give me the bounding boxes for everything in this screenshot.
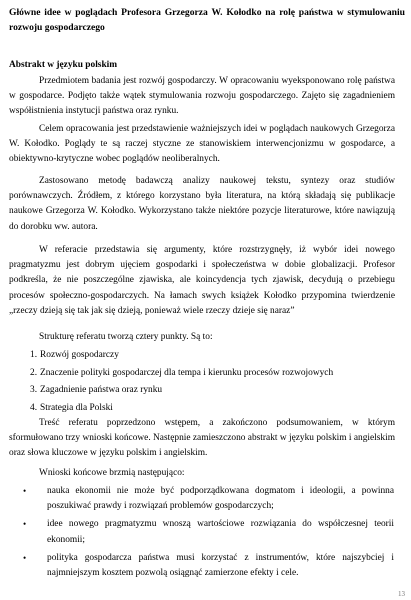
structure-list xyxy=(30,347,400,417)
bullet-icon: • xyxy=(23,552,27,563)
conclusions-intro: Wnioski końcowe brzmią następująco: xyxy=(39,468,185,478)
list-item: 2. Znaczenie polityki gospodarczej dla tempa i kierunku procesów rozwojowych xyxy=(30,367,334,378)
list-item-text: idee nowego pragmatyzmu wnoszą wartościowe rozwiązania do współczesnej teorii ekonomii; xyxy=(47,519,394,545)
bullet-icon: • xyxy=(23,519,27,530)
paragraph-1: Przedmiotem badania jest rozwój gospodarczy. W opracowaniu wyeksponowano rolę państwa w gospodarce. Podjęto także wątek stymulowania rozwoju gospodarczego. Zajęto się zagadnieniem współistnienia instytucji państwa oraz rynku. xyxy=(9,76,395,117)
paragraph-2: Celem opracowania jest przedstawienie ważniejszych idei w poglądach naukowych Grzegorza W. Kołodko. Poglądy te są raczej styczne ze stanowiskiem interwencjonizmu w gospodarce, a obiektywno-krytyczne wobec poglądów neoliberalnych. xyxy=(9,124,395,165)
paragraph-6: Treść referatu poprzedzono wstępem, a zakończono podsumowaniem, w którym sformułowano trzy wnioski końcowe. Następnie zamieszczono abstrakt w języku polskim i angielskim oraz słowa kluczowe w języku polskim i angielskim. xyxy=(9,418,395,459)
list-item xyxy=(18,551,394,581)
list-item-text: nauka ekonomii nie może być podporządkowana dogmatom i ideologii, a powinna poszukiwać prawdy i rozwiązań problemów gospodarczych; xyxy=(47,486,394,512)
section-heading: Abstrakt w języku polskim xyxy=(9,60,118,70)
list-item-text: polityka gospodarcza państwa musi korzystać z instrumentów, które najszybciej i najmniejszym kosztem pozwolą osiągnąć zamierzone efekty i cele. xyxy=(47,552,394,579)
paragraph-4: W referacie przedstawia się argumenty, które rozstrzygnęły, iż wybór idei nowego pragmatyzmu jest dobrym ujęciem gospodarki i społeczeństwa w dobie globalizacji. Profesor podkreśla, że nie poszczególne zjawiska, ale koincydencja tych zjawisk, decydują o przebiegu procesów społeczno-gospodarczych. Na łamach swych książek Kołodko przypomina twierdzenie „rzeczy dzieją się tak jak się dzieją, ponieważ wiele rzeczy dzieje się naraz” xyxy=(9,245,395,316)
page-number: 13 xyxy=(398,590,405,598)
list-item-text: Zagadnienie państwa oraz rynku xyxy=(40,385,163,395)
list-item-text: Strategia dla Polski xyxy=(40,402,113,413)
list-item xyxy=(18,484,394,514)
list-item-text: Rozwój gospodarczy xyxy=(40,350,119,360)
paragraph-5: Strukturę referatu tworzą cztery punkty. Są to: xyxy=(39,332,213,342)
list-item xyxy=(18,517,394,547)
list-item: 1. Rozwój gospodarczy xyxy=(30,350,119,360)
list-item-text: Znaczenie polityki gospodarczej dla tempa i kierunku procesów rozwojowych xyxy=(40,367,334,378)
conclusions-list xyxy=(18,484,394,584)
bullet-icon: • xyxy=(23,486,27,496)
list-item: 4. Strategia dla Polski xyxy=(30,402,113,413)
document-title: Główne idee w poglądach Profesora Grzegorza W. Kołodko na rolę państwa w stymulowaniu rozwoju gospodarczego xyxy=(9,7,405,33)
paragraph-3: Zastosowano metodę badawczą analizy naukowej tekstu, syntezy oraz studiów porównawczych. Źródłem, z którego korzystano była literatura, na którą składają się publikacje naukowe Grzegorza W. Kołodko. Wykorzystano także niektóre pozycje literaturowe, które nawiązują do dorobku ww. autora. xyxy=(9,176,395,232)
list-item: 3. Zagadnienie państwa oraz rynku xyxy=(30,385,163,395)
